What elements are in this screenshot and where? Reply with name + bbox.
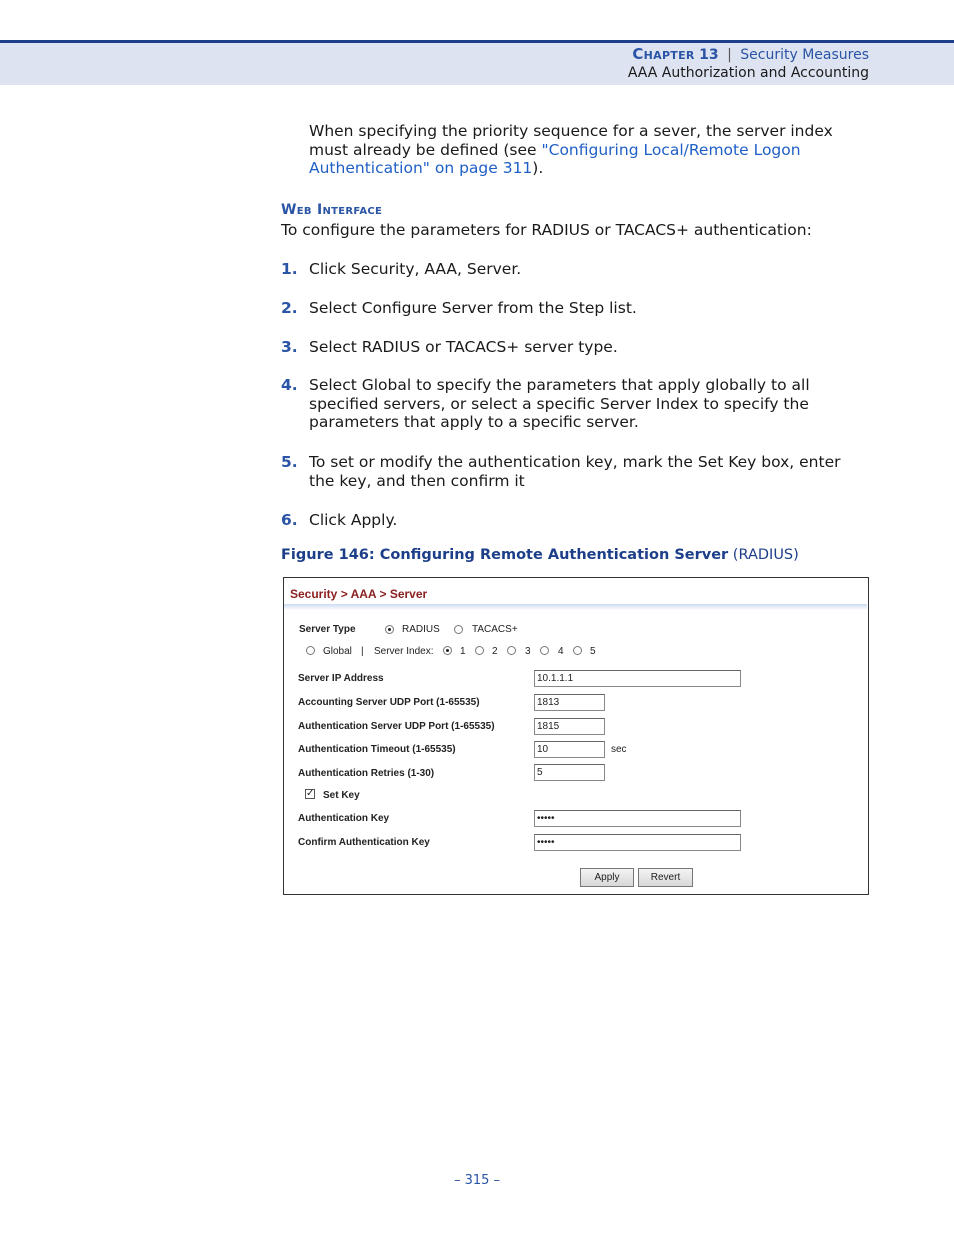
step-text: Click Security, AAA, Server. xyxy=(309,260,522,278)
section-title: AAA Authorization and Accounting xyxy=(627,65,869,81)
timeout-unit: sec xyxy=(611,744,627,755)
server-index-1-label: 1 xyxy=(460,646,466,657)
intro-text: When specifying the priority sequence for a sever, the server index must already be defined (see xyxy=(309,122,833,159)
server-index-label: Server Index: xyxy=(374,646,434,657)
server-index-4-radio[interactable] xyxy=(540,646,549,655)
step-text: To set or modify the authentication key, mark the Set Key box, enter the key, and then confirm it xyxy=(309,453,841,490)
set-key-label: Set Key xyxy=(323,790,360,801)
auth-retries-label: Authentication Retries (1-30) xyxy=(298,768,435,779)
step-number: 1. xyxy=(281,260,298,278)
confirm-key-input[interactable]: ••••• xyxy=(534,834,741,851)
page-number: – 315 – xyxy=(453,1173,501,1188)
step-number: 5. xyxy=(281,453,298,471)
tacacs-radio[interactable] xyxy=(454,625,463,634)
step-text: Click Apply. xyxy=(309,511,398,529)
chapter-line xyxy=(628,45,869,64)
server-index-3-radio[interactable] xyxy=(507,646,516,655)
auth-port-input[interactable]: 1815 xyxy=(534,718,605,735)
auth-timeout-label: Authentication Timeout (1-65535) xyxy=(298,744,456,755)
global-label: Global xyxy=(323,646,352,657)
set-key-checkbox[interactable]: ✓ xyxy=(306,788,315,799)
radius-label: RADIUS xyxy=(402,624,440,635)
chapter-word: Chapter xyxy=(632,45,695,63)
auth-timeout-input[interactable]: 10 xyxy=(534,741,605,758)
auth-port-label: Authentication Server UDP Port (1-65535) xyxy=(298,721,495,732)
server-index-5-label: 5 xyxy=(590,646,596,657)
breadcrumb: Security > AAA > Server xyxy=(290,587,428,601)
tacacs-label: TACACS+ xyxy=(472,624,518,635)
running-header xyxy=(628,45,869,82)
breadcrumb-divider xyxy=(284,604,867,610)
server-ip-label: Server IP Address xyxy=(298,673,384,684)
server-index-2-label: 2 xyxy=(492,646,498,657)
step-number: 3. xyxy=(281,338,298,356)
auth-key-input[interactable]: ••••• xyxy=(534,810,741,827)
step-number: 6. xyxy=(281,511,298,529)
chapter-title: Security Measures xyxy=(740,47,869,63)
chapter-number: 13 xyxy=(699,47,719,63)
figure-suffix: (RADIUS) xyxy=(728,547,799,563)
server-index-2-radio[interactable] xyxy=(475,646,484,655)
acct-port-input[interactable]: 1813 xyxy=(534,694,605,711)
radius-radio[interactable] xyxy=(385,625,394,634)
global-radio[interactable] xyxy=(306,646,315,655)
server-index-1-radio[interactable] xyxy=(443,646,452,655)
intro-paragraph xyxy=(309,122,854,178)
section-lead: To configure the parameters for RADIUS or TACACS+ authentication: xyxy=(281,221,812,239)
step-text: Select RADIUS or TACACS+ server type. xyxy=(309,338,618,356)
intro-text-end: ). xyxy=(532,159,544,177)
server-index-3-label: 3 xyxy=(525,646,531,657)
server-type-label: Server Type xyxy=(299,624,356,635)
auth-retries-input[interactable]: 5 xyxy=(534,764,605,781)
server-index-5-radio[interactable] xyxy=(573,646,582,655)
apply-button[interactable]: Apply xyxy=(580,868,634,887)
separator-pipe: | xyxy=(361,646,364,657)
server-index-4-label: 4 xyxy=(558,646,564,657)
step-text: Select Global to specify the parameters that apply globally to all specified servers, or select a specific Server Index to specify the parameters that apply to a specific server. xyxy=(309,376,810,431)
step-number: 4. xyxy=(281,376,298,394)
auth-key-label: Authentication Key xyxy=(298,813,390,824)
header-separator: | xyxy=(727,47,732,63)
acct-port-label: Accounting Server UDP Port (1-65535) xyxy=(298,697,480,708)
screenshot-figure xyxy=(283,577,869,895)
section-heading: Web Interface xyxy=(281,202,383,218)
confirm-key-label: Confirm Authentication Key xyxy=(298,837,430,848)
server-ip-input[interactable]: 10.1.1.1 xyxy=(534,670,741,687)
step-text: Select Configure Server from the Step list. xyxy=(309,299,637,317)
step-number: 2. xyxy=(281,299,298,317)
cross-reference-link[interactable]: "Configuring Local/Remote Logon Authentication" on page 311 xyxy=(309,140,801,177)
figure-caption xyxy=(281,547,799,563)
revert-button[interactable]: Revert xyxy=(638,868,693,887)
figure-label: Figure 146: Configuring Remote Authentication Server xyxy=(281,547,729,563)
